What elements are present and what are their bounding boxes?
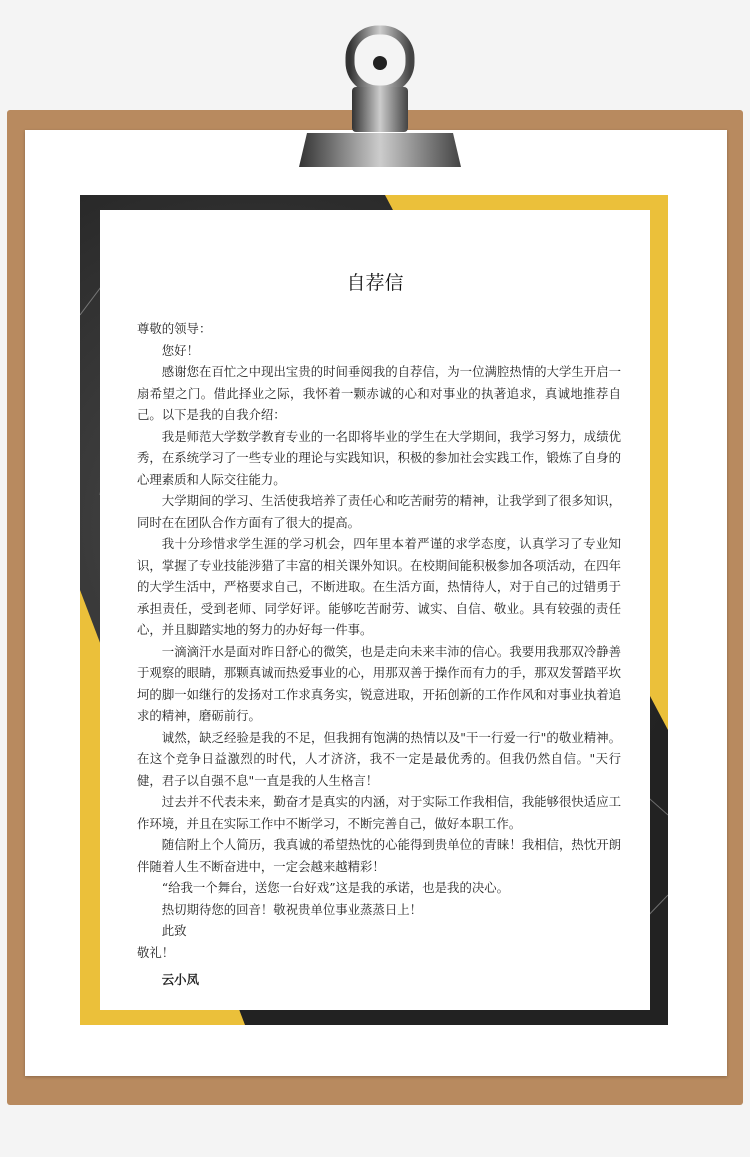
paragraph: 大学期间的学习、生活使我培养了责任心和吃苦耐劳的精神，让我学到了很多知识，同时在在团队合作方面有了很大的提高。 xyxy=(137,493,621,530)
paragraph: 一滴滴汗水是面对昨日舒心的微笑，也是走向未来丰沛的信心。我要用我那双冷静善于观察的眼睛，那颗真诚而热爱事业的心，用那双善于操作而有力的手，那双发誓踏平坎坷的脚一如继行的发扬对工作求真务实，锐意进取，开拓创新的工作作风和对事业执着追求的精神，磨砺前行。 xyxy=(137,643,621,723)
paragraph: 我十分珍惜求学生涯的学习机会，四年里本着严谨的求学态度，认真学习了专业知识，掌握了专业技能涉猎了丰富的相关课外知识。在校期间能积极参加各项活动，在四年的大学生活中，严格要求自己，不断进取。在生活方面，热情待人，对于自己的过错勇于承担责任，受到老师、同学好评。能够吃苦耐劳、诚实、自信、敬业。具有较强的责任心，并且脚踏实地的努力的办好每一件事。 xyxy=(137,536,621,637)
salutation: 尊敬的领导： xyxy=(137,321,212,336)
paragraph: 此致 xyxy=(161,923,187,938)
paragraph: 诚然，缺乏经验是我的不足，但我拥有饱满的热情以及"干一行爱一行"的敬业精神。在这个竞争日益激烈的时代，人才济济，我不一定是最优秀的。但我仍然自信。"天行健，君子以自强不息"一直是我的人生格言！ xyxy=(137,729,621,788)
paragraph: “给我一个舞台，送您一台好戏”这是我的承诺，也是我的决心。 xyxy=(161,880,510,895)
paragraph: 过去并不代表未来，勤奋才是真实的内涵，对于实际工作我相信，我能够很快适应工作环境，并且在实际工作中不断学习，不断完善自己，做好本职工作。 xyxy=(137,794,621,831)
letter-title: 自荐信 xyxy=(346,272,404,294)
greeting: 您好！ xyxy=(161,342,199,358)
binder-clip-icon xyxy=(297,25,463,170)
paragraph: 感谢您在百忙之中现出宝贵的时间垂阅我的自荐信，为一位满腔热情的大学生开启一扇希望之门。借此择业之际，我怀着一颗赤诚的心和对事业的执著追求，真诚地推荐自己。以下是我的自我介绍： xyxy=(137,364,621,422)
closing: 敬礼！ xyxy=(137,944,175,960)
paragraph: 随信附上个人简历，我真诚的希望热忱的心能得到贵单位的青睐！我相信，热忱开朗伴随着人生不断奋进中，一定会越来越精彩！ xyxy=(137,837,621,874)
paragraph: 我是师范大学数学教育专业的一名即将毕业的学生在大学期间，我学习努力，成绩优秀，在系统学习了一些专业的理论与实践知识，积极的参加社会实践工作，锻炼了自身的心理素质和人际交往能力。 xyxy=(137,428,621,487)
letter-body xyxy=(137,318,621,991)
paragraph: 热切期待您的回音！敬祝贵单位事业蒸蒸日上！ xyxy=(161,901,422,917)
signature: 云小凤 xyxy=(161,972,199,987)
